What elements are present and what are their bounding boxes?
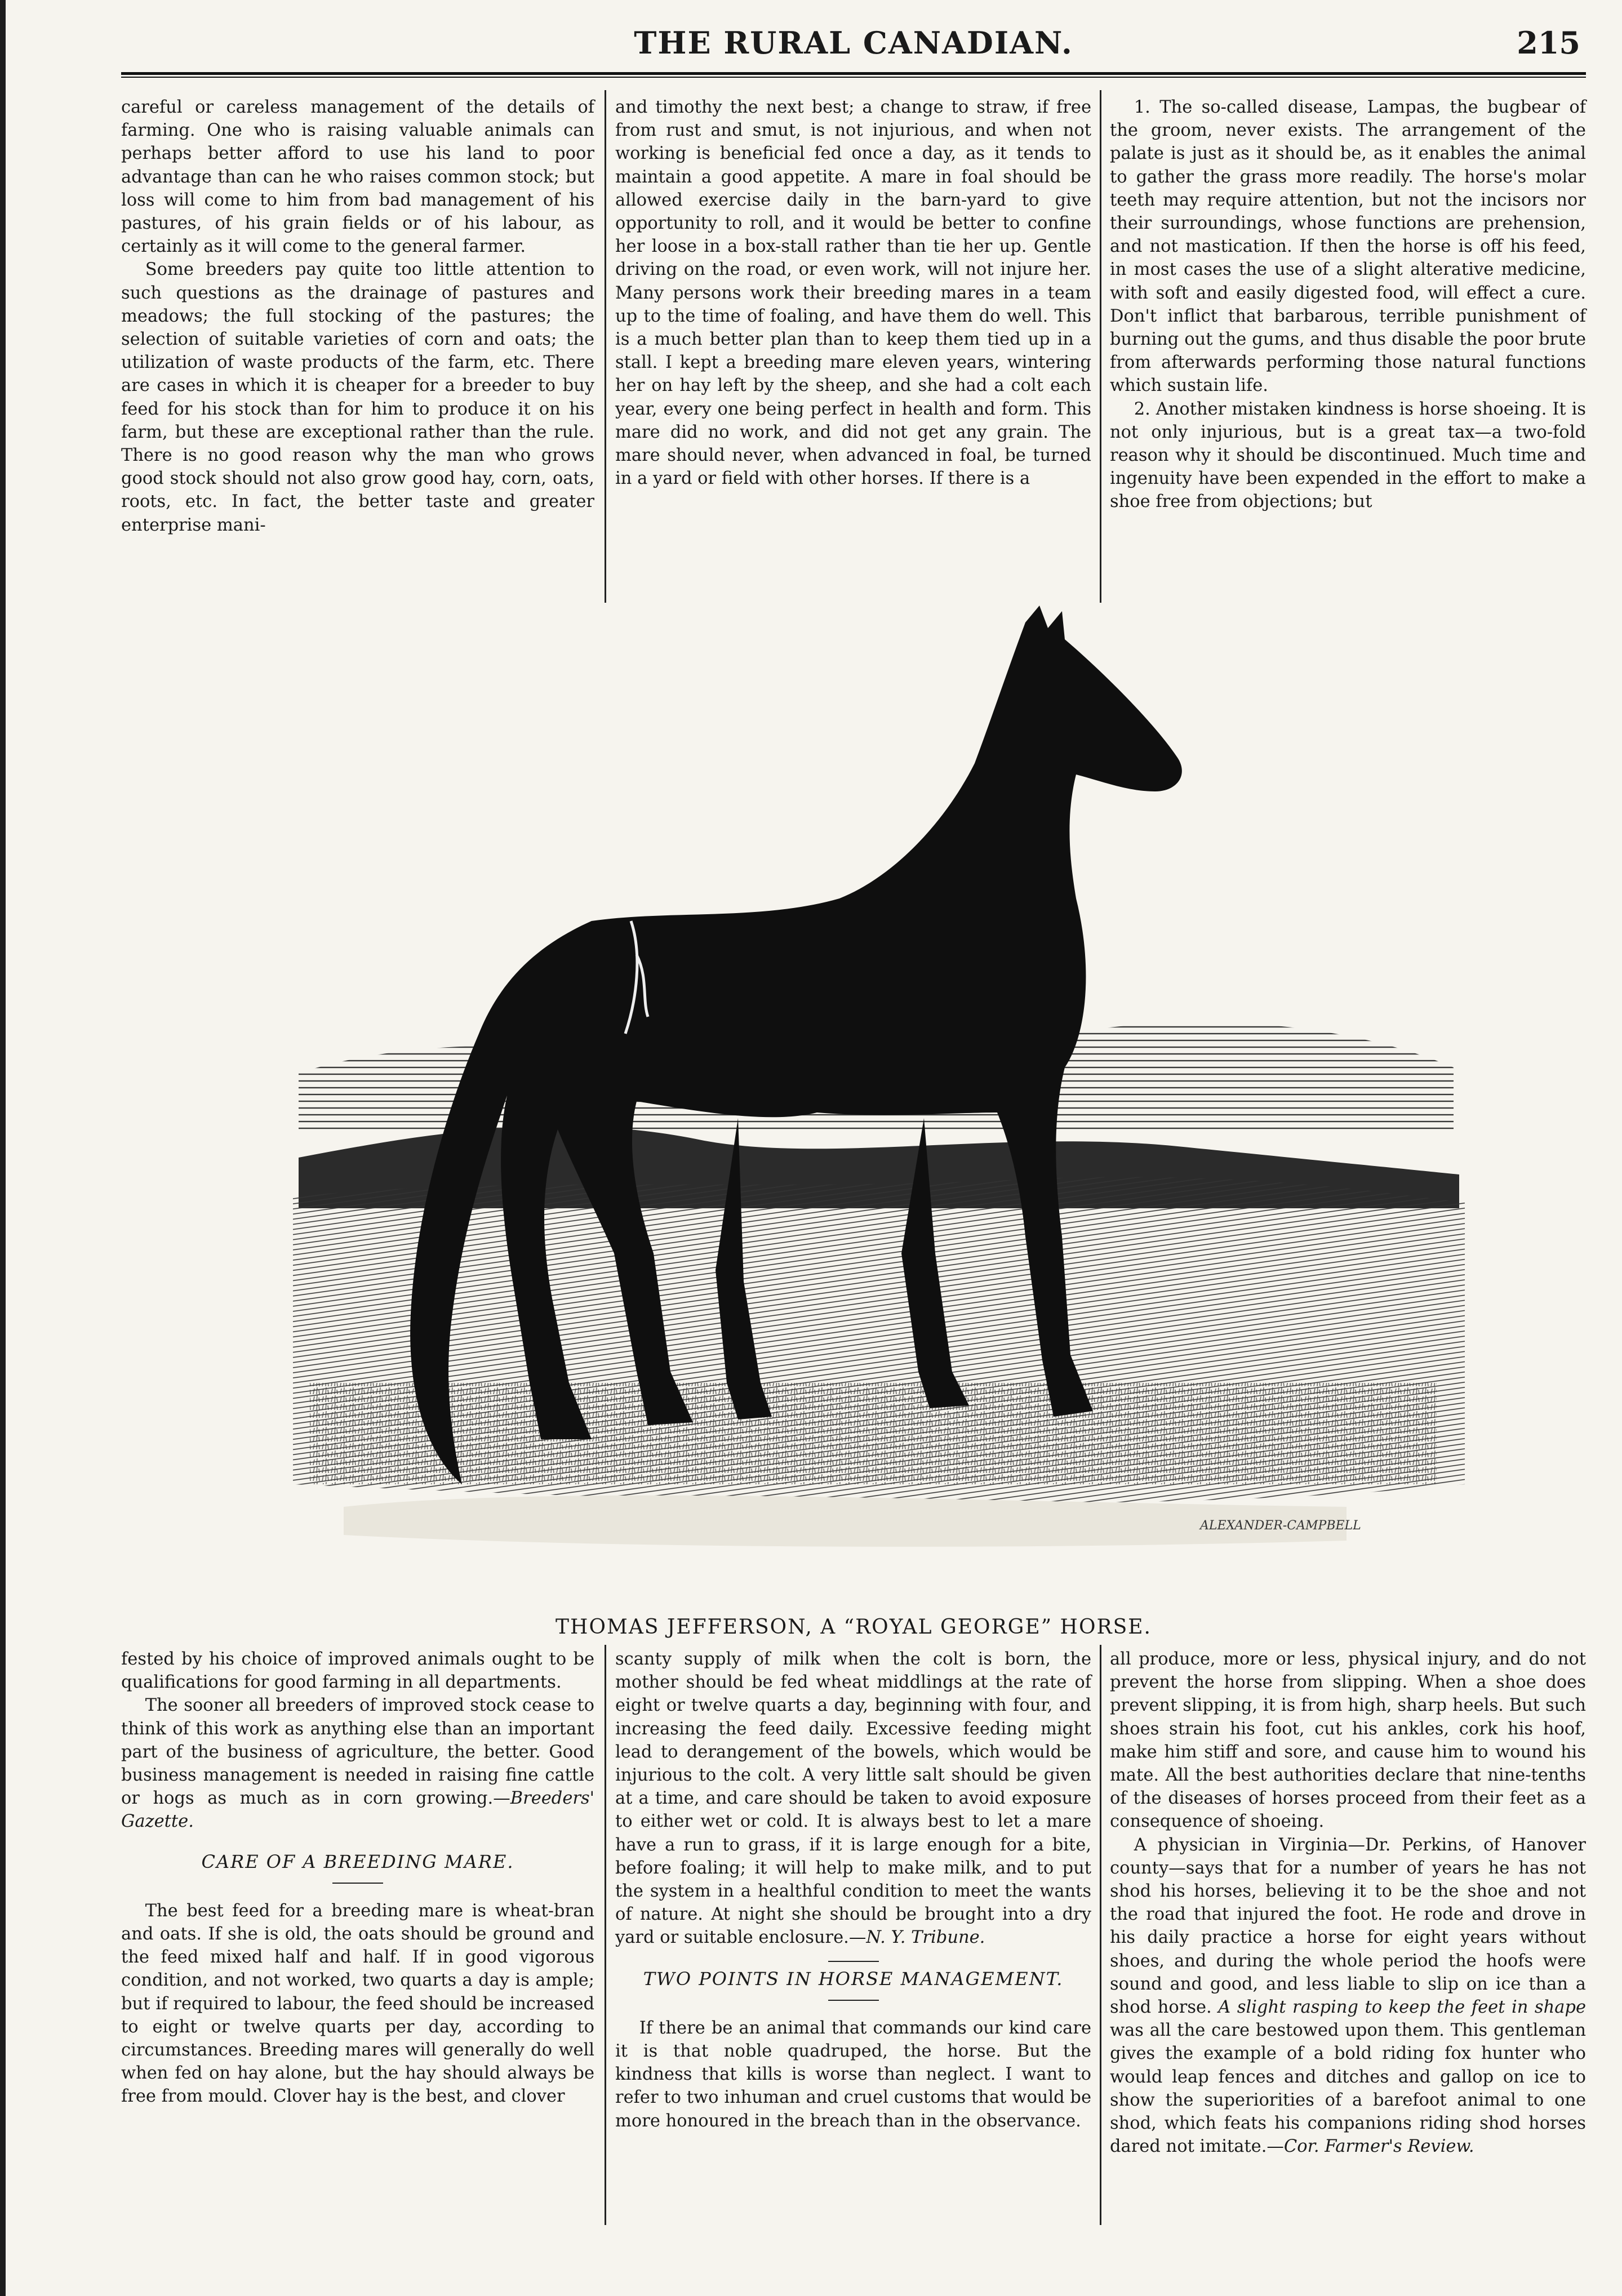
bottom-left-column [121, 1648, 594, 2108]
paragraph-text: The sooner all breeders of improved stock cease to think of this work as anything else than an important part of the business of agriculture, the better. Good business management is needed in raising fine cattle or hogs as much as in corn growing.— [121, 1696, 594, 1809]
paragraph: fested by his choice of improved animals ought to be qualifications for good farming in all departments. [121, 1649, 594, 1693]
foreground-light [344, 1496, 1347, 1547]
section-heading: TWO POINTS IN HORSE MANAGEMENT. [643, 1968, 1064, 1990]
paragraph: careful or careless management of the details of farming. One who is raising valuable animals can perhaps better afford to use his land to poor advantage than can he who raises common stock; but loss will come to him from bad management of his pastures, of his grain fields or of his labour, as certainly as it will come to the general farmer. [121, 97, 594, 257]
paragraph: all produce, more or less, physical injury, and do not prevent the horse from slipping. When a shoe does prevent slipping, it is from high, sharp heels. But such shoes strain his foot, cut his ankles, cork his hoof, make him stiff and sore, and cause him to wound his mate. All the best authorities declare that nine-tenths of the diseases of horses proceed from their feet as a consequence of shoeing. [1110, 1649, 1586, 1832]
heading-rule [332, 1883, 383, 1884]
ground-grass [310, 1383, 1437, 1484]
top-middle-column [615, 96, 1091, 490]
paragraph [1110, 1834, 1586, 2159]
bottom-middle-column [615, 1648, 1091, 2133]
engraver-signature: ALEXANDER-CAMPBELL [1200, 1519, 1361, 1533]
paragraph [615, 1648, 1091, 1950]
section-heading: CARE OF A BREEDING MARE. [201, 1850, 514, 1872]
bottom-right-column [1110, 1648, 1586, 2158]
paragraph-text: A physician in Virginia—Dr. Perkins, of Hanover county—says that for a number of years he has not shod his horses, believing it to be the shoe and not the road that injured the foot. He rode and drove in his daily practice a horse for eight years without shoes, and during the whole period the hoofs were sound and good, and less liable to slip on ice than a shod horse. [1110, 1835, 1586, 2018]
paragraph-text: scanty supply of milk when the colt is born, the mother should be fed wheat middlings at the rate of eight or twelve quarts a day, beginning with four, and increasing the feed daily. Excessive feeding might lead to derangement of the bowels, which would be injurious to the colt. A very little salt should be given at a time, and care should be taken to avoid exposure to either wet or cold. It is always best to let a mare have a run to grass, if it is large enough for a bite, before foaling; it will help to make milk, and to put the system in a healthful condition to meet the wants of nature. At night she should be brought into a dry yard or suitable enclosure.— [615, 1649, 1091, 1948]
source-citation: Breeders' Gazette. [121, 1788, 594, 1832]
top-left-column [121, 96, 594, 537]
heading-rule [828, 2000, 879, 2001]
paragraph: 1. The so-called disease, Lampas, the bugbear of the groom, never exists. The arrangement of the palate is just as it should be, as it enables the animal to gather the grass more readily. The horse's molar teeth may require attention, but not the incisors nor their surroundings, whose functions are prehension, and not mastication. If then the horse is off his feed, in most cases the use of a slight alterative medicine, with soft and easily digested food, will effect a cure. Don't inflict that barbarous, terrible punishment of burning out the gums, and thus disable the poor brute from afterwards performing those natural functions which sustain life. [1110, 97, 1586, 396]
header-rule [121, 72, 1586, 78]
source-citation: Cor. Farmer's Review. [1283, 2137, 1474, 2157]
column-rule [605, 90, 606, 603]
paragraph-text: was all the care bestowed upon them. This gentleman gives the example of a bold riding fox hunter who would leap fences and ditches and gallop on ice to show the superiorities of a barefoot animal to one shod, which feats his companions riding shod horses dared not imitate.— [1110, 2021, 1586, 2157]
italic-phrase: A slight rasping to keep the feet in shape [1218, 1997, 1586, 2018]
horse-engraving [276, 606, 1482, 1614]
source-citation: N. Y. Tribune. [866, 1928, 985, 1948]
column-rule [605, 1645, 606, 2225]
illustration-caption: THOMAS JEFFERSON, A “ROYAL GEORGE” HORSE. [556, 1616, 1152, 1639]
paragraph: The best feed for a breeding mare is wheat-bran and oats. If she is old, the oats should be ground and the feed mixed half and half. If in good vigorous condition, and not worked, two quarts a day is ample; but if required to labour, the feed should be increased to eight or twelve quarts per day, according to circumstances. Breeding mares will generally do well when fed on hay alone, but the hay should always be free from mould. Clover hay is the best, and clover [121, 1901, 594, 2107]
paragraph: 2. Another mistaken kindness is horse shoeing. It is not only injurious, but is a great tax—a two-fold reason why it should be discontinued. Much time and ingenuity have been expended in the effort to make a shoe free from objections; but [1110, 399, 1586, 512]
paragraph: Some breeders pay quite too little attention to such questions as the drainage of pastures and meadows; the full stocking of the pastures; the selection of suitable varieties of corn and oats; the utilization of waste products of the farm, etc. There are cases in which it is cheaper for a breeder to buy feed for his stock than for him to produce it on his farm, but these are exceptional rather than the rule. There is no good reason why the man who grows good stock should not also grow good hay, corn, oats, roots, etc. In fact, the better taste and greater enterprise mani- [121, 260, 594, 535]
paragraph: If there be an animal that commands our kind care it is that noble quadruped, the horse. But the kindness that kills is worse than neglect. I want to refer to two inhuman and cruel customs that would be more honoured in the breach than in the observance. [615, 2018, 1091, 2131]
paragraph [121, 1694, 594, 1833]
paragraph: and timothy the next best; a change to straw, if free from rust and smut, is not injurious, and when not working is beneficial fed once a day, as it tends to maintain a good appetite. A mare in foal should be allowed exercise daily in the barn-yard to give opportunity to roll, and it would be better to confine her loose in a box-stall rather than tie her up. Gentle driving on the road, or even work, will not injure her. Many persons work their breeding mares in a team up to the time of foaling, and have them do well. This is a much better plan than to keep them tied up in a stall. I kept a breeding mare eleven years, wintering her on hay left by the sheep, and she had a colt each year, every one being perfect in health and form. This mare did no work, and did not get any grain. The mare should never, when advanced in foal, be turned in a yard or field with other horses. If there is a [615, 97, 1091, 489]
page-edge-shadow [0, 0, 6, 2296]
publication-title: THE RURAL CANADIAN. [634, 25, 1073, 61]
column-rule [1100, 90, 1101, 603]
separator-rule [828, 1961, 879, 1962]
page-number: 215 [1517, 25, 1580, 61]
page-header [121, 16, 1586, 72]
column-rule [1100, 1645, 1101, 2225]
top-right-column [1110, 96, 1586, 514]
